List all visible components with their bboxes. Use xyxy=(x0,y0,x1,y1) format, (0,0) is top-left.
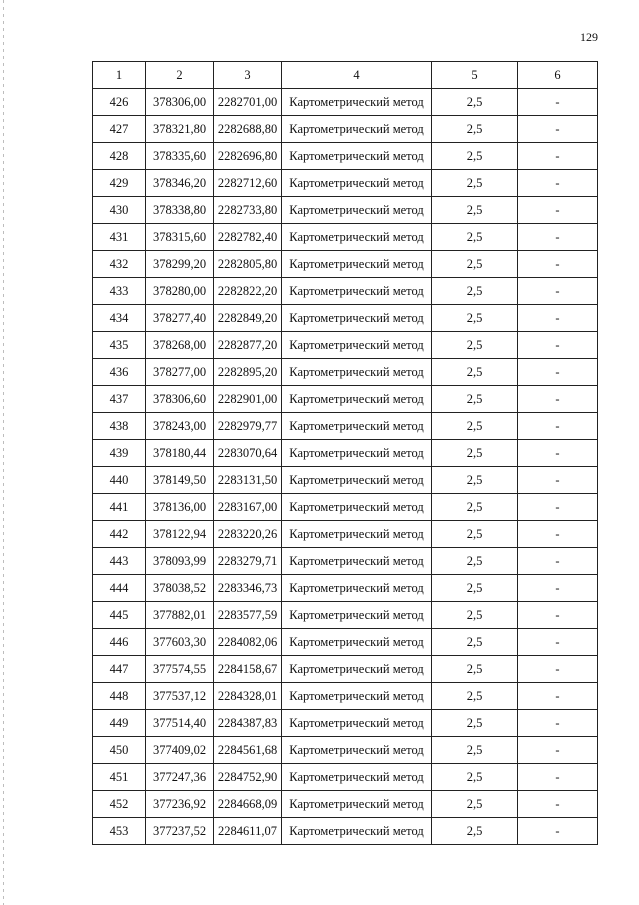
accuracy-cell: 2,5 xyxy=(432,197,518,224)
table-row xyxy=(93,170,598,197)
table-row xyxy=(93,791,598,818)
x-coordinate-cell: 378180,44 xyxy=(146,440,214,467)
method-cell: Картометрический метод xyxy=(282,683,432,710)
method-cell: Картометрический метод xyxy=(282,656,432,683)
table-row xyxy=(93,656,598,683)
point-number-cell: 434 xyxy=(93,305,146,332)
x-coordinate-cell: 378315,60 xyxy=(146,224,214,251)
point-number-cell: 451 xyxy=(93,764,146,791)
note-cell: - xyxy=(518,386,598,413)
table-row xyxy=(93,467,598,494)
y-coordinate-cell: 2284328,01 xyxy=(214,683,282,710)
method-cell: Картометрический метод xyxy=(282,278,432,305)
point-number-cell: 427 xyxy=(93,116,146,143)
note-cell: - xyxy=(518,170,598,197)
x-coordinate-cell: 378338,80 xyxy=(146,197,214,224)
y-coordinate-cell: 2282712,60 xyxy=(214,170,282,197)
accuracy-cell: 2,5 xyxy=(432,683,518,710)
accuracy-cell: 2,5 xyxy=(432,359,518,386)
table-row xyxy=(93,359,598,386)
accuracy-cell: 2,5 xyxy=(432,278,518,305)
note-cell: - xyxy=(518,251,598,278)
table-row xyxy=(93,116,598,143)
note-cell: - xyxy=(518,359,598,386)
table-row xyxy=(93,305,598,332)
header-cell-3: 3 xyxy=(214,62,282,89)
method-cell: Картометрический метод xyxy=(282,143,432,170)
table-row xyxy=(93,818,598,845)
x-coordinate-cell: 378136,00 xyxy=(146,494,214,521)
accuracy-cell: 2,5 xyxy=(432,89,518,116)
point-number-cell: 438 xyxy=(93,413,146,440)
point-number-cell: 432 xyxy=(93,251,146,278)
point-number-cell: 450 xyxy=(93,737,146,764)
y-coordinate-cell: 2284082,06 xyxy=(214,629,282,656)
note-cell: - xyxy=(518,791,598,818)
point-number-cell: 442 xyxy=(93,521,146,548)
accuracy-cell: 2,5 xyxy=(432,575,518,602)
x-coordinate-cell: 377237,52 xyxy=(146,818,214,845)
y-coordinate-cell: 2283131,50 xyxy=(214,467,282,494)
y-coordinate-cell: 2283167,00 xyxy=(214,494,282,521)
header-cell-2: 2 xyxy=(146,62,214,89)
note-cell: - xyxy=(518,89,598,116)
accuracy-cell: 2,5 xyxy=(432,656,518,683)
accuracy-cell: 2,5 xyxy=(432,143,518,170)
table-row xyxy=(93,143,598,170)
table-row xyxy=(93,521,598,548)
x-coordinate-cell: 378280,00 xyxy=(146,278,214,305)
method-cell: Картометрический метод xyxy=(282,359,432,386)
method-cell: Картометрический метод xyxy=(282,494,432,521)
method-cell: Картометрический метод xyxy=(282,305,432,332)
table-row xyxy=(93,764,598,791)
note-cell: - xyxy=(518,116,598,143)
x-coordinate-cell: 377247,36 xyxy=(146,764,214,791)
table-row xyxy=(93,386,598,413)
accuracy-cell: 2,5 xyxy=(432,251,518,278)
table-row xyxy=(93,602,598,629)
method-cell: Картометрический метод xyxy=(282,170,432,197)
y-coordinate-cell: 2284752,90 xyxy=(214,764,282,791)
table-row xyxy=(93,737,598,764)
method-cell: Картометрический метод xyxy=(282,116,432,143)
accuracy-cell: 2,5 xyxy=(432,629,518,656)
point-number-cell: 446 xyxy=(93,629,146,656)
x-coordinate-cell: 377574,55 xyxy=(146,656,214,683)
x-coordinate-cell: 378122,94 xyxy=(146,521,214,548)
method-cell: Картометрический метод xyxy=(282,710,432,737)
y-coordinate-cell: 2282805,80 xyxy=(214,251,282,278)
point-number-cell: 433 xyxy=(93,278,146,305)
point-number-cell: 428 xyxy=(93,143,146,170)
accuracy-cell: 2,5 xyxy=(432,386,518,413)
accuracy-cell: 2,5 xyxy=(432,170,518,197)
x-coordinate-cell: 378243,00 xyxy=(146,413,214,440)
accuracy-cell: 2,5 xyxy=(432,521,518,548)
note-cell: - xyxy=(518,332,598,359)
x-coordinate-cell: 378346,20 xyxy=(146,170,214,197)
note-cell: - xyxy=(518,575,598,602)
page-number: 129 xyxy=(580,30,598,44)
accuracy-cell: 2,5 xyxy=(432,224,518,251)
x-coordinate-cell: 377882,01 xyxy=(146,602,214,629)
y-coordinate-cell: 2283346,73 xyxy=(214,575,282,602)
point-number-cell: 453 xyxy=(93,818,146,845)
table-row xyxy=(93,440,598,467)
table-row xyxy=(93,548,598,575)
method-cell: Картометрический метод xyxy=(282,89,432,116)
method-cell: Картометрический метод xyxy=(282,737,432,764)
accuracy-cell: 2,5 xyxy=(432,602,518,629)
header-cell-6: 6 xyxy=(518,62,598,89)
note-cell: - xyxy=(518,548,598,575)
point-number-cell: 441 xyxy=(93,494,146,521)
accuracy-cell: 2,5 xyxy=(432,737,518,764)
y-coordinate-cell: 2284387,83 xyxy=(214,710,282,737)
note-cell: - xyxy=(518,710,598,737)
note-cell: - xyxy=(518,521,598,548)
method-cell: Картометрический метод xyxy=(282,548,432,575)
method-cell: Картометрический метод xyxy=(282,575,432,602)
point-number-cell: 444 xyxy=(93,575,146,602)
accuracy-cell: 2,5 xyxy=(432,413,518,440)
x-coordinate-cell: 378268,00 xyxy=(146,332,214,359)
method-cell: Картометрический метод xyxy=(282,629,432,656)
point-number-cell: 429 xyxy=(93,170,146,197)
accuracy-cell: 2,5 xyxy=(432,710,518,737)
point-number-cell: 426 xyxy=(93,89,146,116)
y-coordinate-cell: 2282701,00 xyxy=(214,89,282,116)
method-cell: Картометрический метод xyxy=(282,521,432,548)
y-coordinate-cell: 2284561,68 xyxy=(214,737,282,764)
point-number-cell: 452 xyxy=(93,791,146,818)
y-coordinate-cell: 2282877,20 xyxy=(214,332,282,359)
point-number-cell: 448 xyxy=(93,683,146,710)
x-coordinate-cell: 378093,99 xyxy=(146,548,214,575)
y-coordinate-cell: 2284158,67 xyxy=(214,656,282,683)
table-row xyxy=(93,89,598,116)
note-cell: - xyxy=(518,764,598,791)
scan-edge-mark xyxy=(3,0,4,905)
note-cell: - xyxy=(518,602,598,629)
y-coordinate-cell: 2283070,64 xyxy=(214,440,282,467)
table-row xyxy=(93,575,598,602)
point-number-cell: 439 xyxy=(93,440,146,467)
accuracy-cell: 2,5 xyxy=(432,332,518,359)
x-coordinate-cell: 378277,40 xyxy=(146,305,214,332)
x-coordinate-cell: 378299,20 xyxy=(146,251,214,278)
x-coordinate-cell: 377514,40 xyxy=(146,710,214,737)
header-cell-1: 1 xyxy=(93,62,146,89)
accuracy-cell: 2,5 xyxy=(432,791,518,818)
table-row xyxy=(93,224,598,251)
y-coordinate-cell: 2284611,07 xyxy=(214,818,282,845)
y-coordinate-cell: 2282895,20 xyxy=(214,359,282,386)
table-header-row xyxy=(93,62,598,89)
note-cell: - xyxy=(518,413,598,440)
method-cell: Картометрический метод xyxy=(282,224,432,251)
point-number-cell: 440 xyxy=(93,467,146,494)
table-row xyxy=(93,494,598,521)
accuracy-cell: 2,5 xyxy=(432,494,518,521)
header-cell-4: 4 xyxy=(282,62,432,89)
method-cell: Картометрический метод xyxy=(282,332,432,359)
method-cell: Картометрический метод xyxy=(282,791,432,818)
y-coordinate-cell: 2283279,71 xyxy=(214,548,282,575)
point-number-cell: 443 xyxy=(93,548,146,575)
note-cell: - xyxy=(518,440,598,467)
y-coordinate-cell: 2284668,09 xyxy=(214,791,282,818)
x-coordinate-cell: 378335,60 xyxy=(146,143,214,170)
table-row xyxy=(93,332,598,359)
note-cell: - xyxy=(518,278,598,305)
x-coordinate-cell: 378321,80 xyxy=(146,116,214,143)
table-row xyxy=(93,278,598,305)
point-number-cell: 431 xyxy=(93,224,146,251)
y-coordinate-cell: 2283577,59 xyxy=(214,602,282,629)
table-body xyxy=(93,62,598,845)
method-cell: Картометрический метод xyxy=(282,602,432,629)
table-row xyxy=(93,629,598,656)
table-row xyxy=(93,710,598,737)
accuracy-cell: 2,5 xyxy=(432,548,518,575)
method-cell: Картометрический метод xyxy=(282,467,432,494)
method-cell: Картометрический метод xyxy=(282,818,432,845)
note-cell: - xyxy=(518,224,598,251)
note-cell: - xyxy=(518,143,598,170)
note-cell: - xyxy=(518,818,598,845)
note-cell: - xyxy=(518,305,598,332)
point-number-cell: 435 xyxy=(93,332,146,359)
point-number-cell: 430 xyxy=(93,197,146,224)
x-coordinate-cell: 378149,50 xyxy=(146,467,214,494)
x-coordinate-cell: 378306,60 xyxy=(146,386,214,413)
y-coordinate-cell: 2282696,80 xyxy=(214,143,282,170)
accuracy-cell: 2,5 xyxy=(432,818,518,845)
y-coordinate-cell: 2282782,40 xyxy=(214,224,282,251)
y-coordinate-cell: 2282979,77 xyxy=(214,413,282,440)
accuracy-cell: 2,5 xyxy=(432,764,518,791)
method-cell: Картометрический метод xyxy=(282,764,432,791)
x-coordinate-cell: 377603,30 xyxy=(146,629,214,656)
table-row xyxy=(93,413,598,440)
y-coordinate-cell: 2282733,80 xyxy=(214,197,282,224)
method-cell: Картометрический метод xyxy=(282,413,432,440)
note-cell: - xyxy=(518,197,598,224)
point-number-cell: 445 xyxy=(93,602,146,629)
x-coordinate-cell: 378277,00 xyxy=(146,359,214,386)
accuracy-cell: 2,5 xyxy=(432,440,518,467)
y-coordinate-cell: 2282849,20 xyxy=(214,305,282,332)
table-row xyxy=(93,197,598,224)
accuracy-cell: 2,5 xyxy=(432,305,518,332)
note-cell: - xyxy=(518,656,598,683)
method-cell: Картометрический метод xyxy=(282,197,432,224)
note-cell: - xyxy=(518,467,598,494)
x-coordinate-cell: 377409,02 xyxy=(146,737,214,764)
table-row xyxy=(93,251,598,278)
x-coordinate-cell: 377236,92 xyxy=(146,791,214,818)
method-cell: Картометрический метод xyxy=(282,386,432,413)
x-coordinate-cell: 378038,52 xyxy=(146,575,214,602)
note-cell: - xyxy=(518,629,598,656)
accuracy-cell: 2,5 xyxy=(432,116,518,143)
method-cell: Картометрический метод xyxy=(282,440,432,467)
x-coordinate-cell: 377537,12 xyxy=(146,683,214,710)
y-coordinate-cell: 2282822,20 xyxy=(214,278,282,305)
y-coordinate-cell: 2283220,26 xyxy=(214,521,282,548)
table-row xyxy=(93,683,598,710)
note-cell: - xyxy=(518,494,598,521)
x-coordinate-cell: 378306,00 xyxy=(146,89,214,116)
accuracy-cell: 2,5 xyxy=(432,467,518,494)
point-number-cell: 447 xyxy=(93,656,146,683)
y-coordinate-cell: 2282901,00 xyxy=(214,386,282,413)
y-coordinate-cell: 2282688,80 xyxy=(214,116,282,143)
header-cell-5: 5 xyxy=(432,62,518,89)
point-number-cell: 436 xyxy=(93,359,146,386)
point-number-cell: 449 xyxy=(93,710,146,737)
point-number-cell: 437 xyxy=(93,386,146,413)
coordinates-table xyxy=(92,61,598,845)
note-cell: - xyxy=(518,737,598,764)
note-cell: - xyxy=(518,683,598,710)
method-cell: Картометрический метод xyxy=(282,251,432,278)
